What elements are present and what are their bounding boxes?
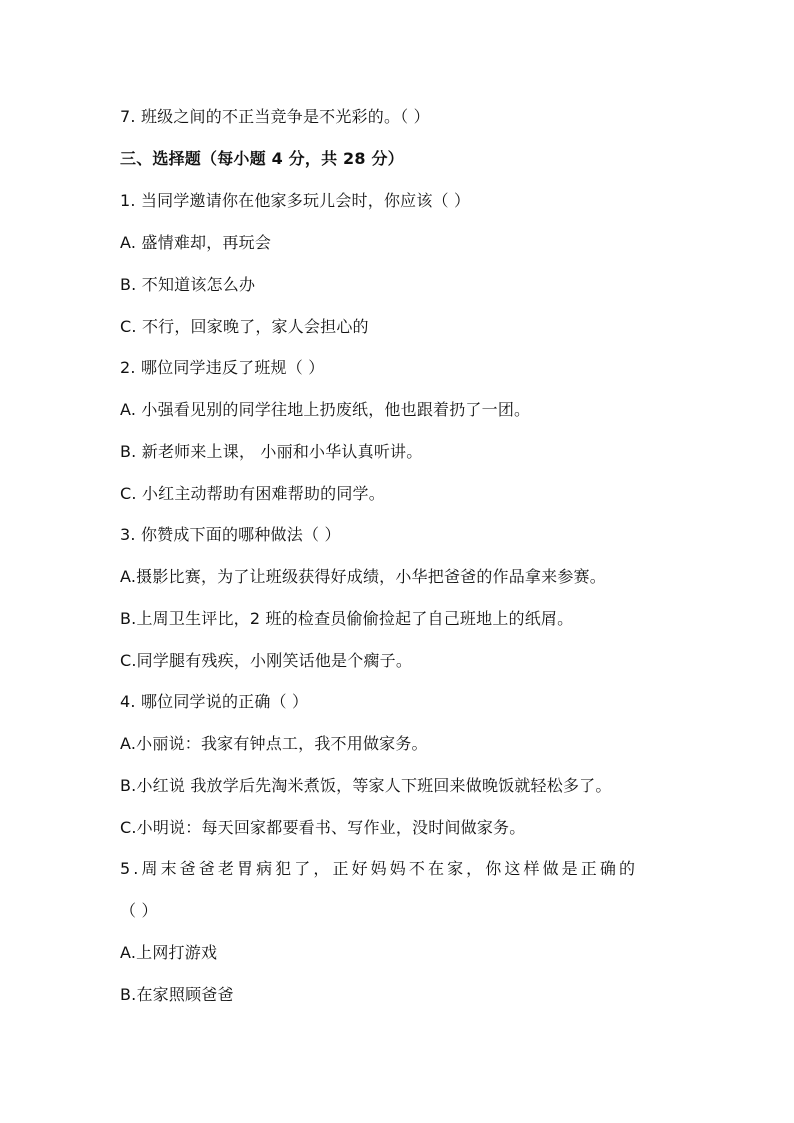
question-3-option-b: B.上周卫生评比，2 班的检查员偷偷捡起了自己班地上的纸屑。 [120, 609, 574, 628]
question-1-option-c: C. 不行，回家晚了，家人会担心的 [120, 317, 369, 336]
question-4-option-b: B.小红说 我放学后先淘米煮饭，等家人下班回来做晚饭就轻松多了。 [120, 776, 612, 795]
question-5-option-a: A.上网打游戏 [120, 943, 218, 962]
question-4-option-a: A.小丽说：我家有钟点工，我不用做家务。 [120, 734, 428, 753]
question-4-option-c: C.小明说：每天回家都要看书、写作业，没时间做家务。 [120, 818, 526, 837]
question-3: 3. 你赞成下面的哪种做法（ ） [120, 525, 341, 544]
section-heading-choice: 三、选择题（每小题 4 分，共 28 分） [120, 149, 404, 168]
question-2: 2. 哪位同学违反了班规（ ） [120, 358, 325, 377]
question-4: 4. 哪位同学说的正确（ ） [120, 692, 309, 711]
question-2-option-b: B. 新老师来上课， 小丽和小华认真听讲。 [120, 442, 423, 461]
question-5-option-b: B.在家照顾爸爸 [120, 985, 234, 1004]
question-2-option-a: A. 小强看见别的同学往地上扔废纸，他也跟着扔了一团。 [120, 400, 531, 419]
question-3-option-a: A.摄影比赛，为了让班级获得好成绩，小华把爸爸的作品拿来参赛。 [120, 567, 606, 586]
question-1-option-b: B. 不知道该怎么办 [120, 275, 256, 294]
question-1-option-a: A. 盛情难却，再玩会 [120, 233, 272, 252]
question-1: 1. 当同学邀请你在他家多玩儿会时，你应该（ ） [120, 191, 471, 210]
question-5: 5.周末爸爸老胃病犯了，正好妈妈不在家，你这样做是正确的 [120, 859, 639, 878]
question-3-option-c: C.同学腿有残疾，小刚笑话他是个瘸子。 [120, 651, 413, 670]
judgment-question-7: 7. 班级之间的不正当竞争是不光彩的。（ ） [120, 107, 430, 126]
question-5-bracket: （ ） [120, 901, 158, 920]
question-2-option-c: C. 小红主动帮助有困难帮助的同学。 [120, 484, 385, 503]
